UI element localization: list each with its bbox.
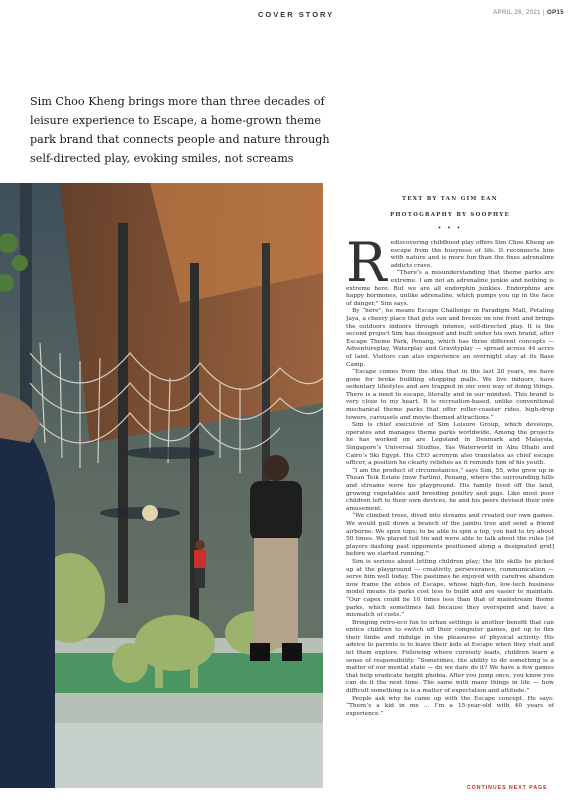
article-paragraph: Bringing retro-eco fun to urban settings is another benefit that can entice children to switch off their computer games, get up to flex their limbs and indulge in the pleasures of physical activity. His advice to parents is to leave their kids at Escape when they visit and let them explore. Following where curiosity leads, children learn a sense of responsibility. “Sometimes, the ability to do something is a matter of our mental state — do we dare do it? We have a few games that help eradicate height phobia. After you jump once, you know you can do it the next time. The same with many things in life — how difficult something is is a matter of expectation and attitude.” [346, 619, 554, 695]
article-paragraph: “Escape comes from the idea that in the last 20 years, we have gone for broke building shopping malls. We live indoors, have sedentary lifestyles and are trapped in our own way of doing things. There is a need to escape, literally and in our mindset. This brand is very close to my heart. It is recreation-based, unlike conventional mechanical theme parks that offer roller-coaster rides, high-drop towers, carousels and movie-themed attractions.” [346, 369, 554, 421]
continues-next-page-link[interactable]: CONTINUES NEXT PAGE [467, 785, 548, 791]
article-paragraph: People ask why he came up with the Escape concept. He says: “There’s a kid in me ... I’m a 15-year-old with 40 years of experience.” [346, 695, 554, 717]
article-body [346, 240, 554, 776]
drop-cap: R [346, 240, 387, 294]
header-date-page [493, 10, 564, 16]
issue-date: APRIL 26, 2021 [493, 10, 541, 16]
article-paragraph: Sim is serious about letting children play; the life skills he picked up at the playground — creativity, perseverance, communication — serve him well today. The pastimes he enjoyed with carefree abandon now frame the ethos of Escape, whose high-fun, low-tech business model means its parks cost less to build and are easier to maintain. “Our capex could be 10 times less than that of mainstream theme parks, which sometimes fail because they overspend and have a mismatch of costs.” [346, 558, 554, 619]
article-paragraph: By “here”, he means Escape Challenge in Paradigm Mall, Petaling Jaya, a cheery place that gets sun and breeze on one front and brings the outdoors indoors through intense, self-directed play. It is the second project Sim has designed and built under his own brand, after Escape Theme Park, Penang, which has three different concepts — Adventureplay, Waterplay and Gravityplay — spread across 44 acres of land. Visitors can also experience an overnight stay at its Base Camp. [346, 308, 554, 368]
header-separator: | [543, 10, 545, 16]
article-paragraph: “There’s a misunderstanding that theme parks are extreme. I am not an adrenaline junkie and nothing is extreme here. But we are all endorphin junkies. Endorphins are happy hormones, unlike adrenaline, which pumps you up in the face of danger,” Sim says. [346, 270, 554, 307]
cover-photo [0, 183, 323, 788]
page-number: OP15 [547, 10, 564, 16]
byline-ornament: • • • [437, 225, 463, 232]
photo-illustration [0, 183, 323, 788]
text-byline: TEXT BY TAN GIM EAN [402, 196, 498, 202]
person-icon [250, 455, 302, 661]
article-paragraph: Rediscovering childhood play offers Sim Choo Kheng an escape from the busyness of life. It reconnects him with nature and is more fun than the fixes adrenaline addicts crave. [346, 240, 554, 294]
article-paragraph: “I am the product of circumstances,” says Sim, 55, who grew up in Thean Teik Estate (now Farlim), Penang, where the surrounding hills and streams were his playground. His family lived off the land, growing vegetables and breeding poultry and pigs. Like most poor children left to their own devices, he and his peers devised their own amusement. [346, 467, 554, 512]
article-paragraph: Sim is chief executive of Sim Leisure Group, which develops, operates and manages theme parks worldwide. Among the projects he has worked on are Legoland in Denmark and Malaysia, Singapore’s Universal Studios, Yas Waterworld in Abu Dhabi and Cairo’s Ski Egypt. His CEO acronym also translates as chief escape officer, a position he clearly relishes as it reminds him of his youth. [346, 422, 554, 467]
child-figure [194, 540, 206, 588]
intro-standfirst: Sim Choo Kheng brings more than three decades of leisure experience to Escape, a home-grown theme park brand that connects people and nature through self-directed play, evoking smiles, not screams [30, 95, 330, 165]
article-paragraph: “We climbed trees, dived into streams and created our own games. We would pull down a branch of the jambu tree and send a friend airborne. We spun tops; to be able to spin a top, you had to try about 50 times. We played tuil tin and were able to talk about the rules [of players dashing past opponents positioned along a designated grid] before we started running.” [346, 513, 554, 558]
photo-byline: PHOTOGRAPHY BY SOOPHYE [390, 212, 510, 218]
header-section-label: COVER STORY [258, 10, 335, 19]
